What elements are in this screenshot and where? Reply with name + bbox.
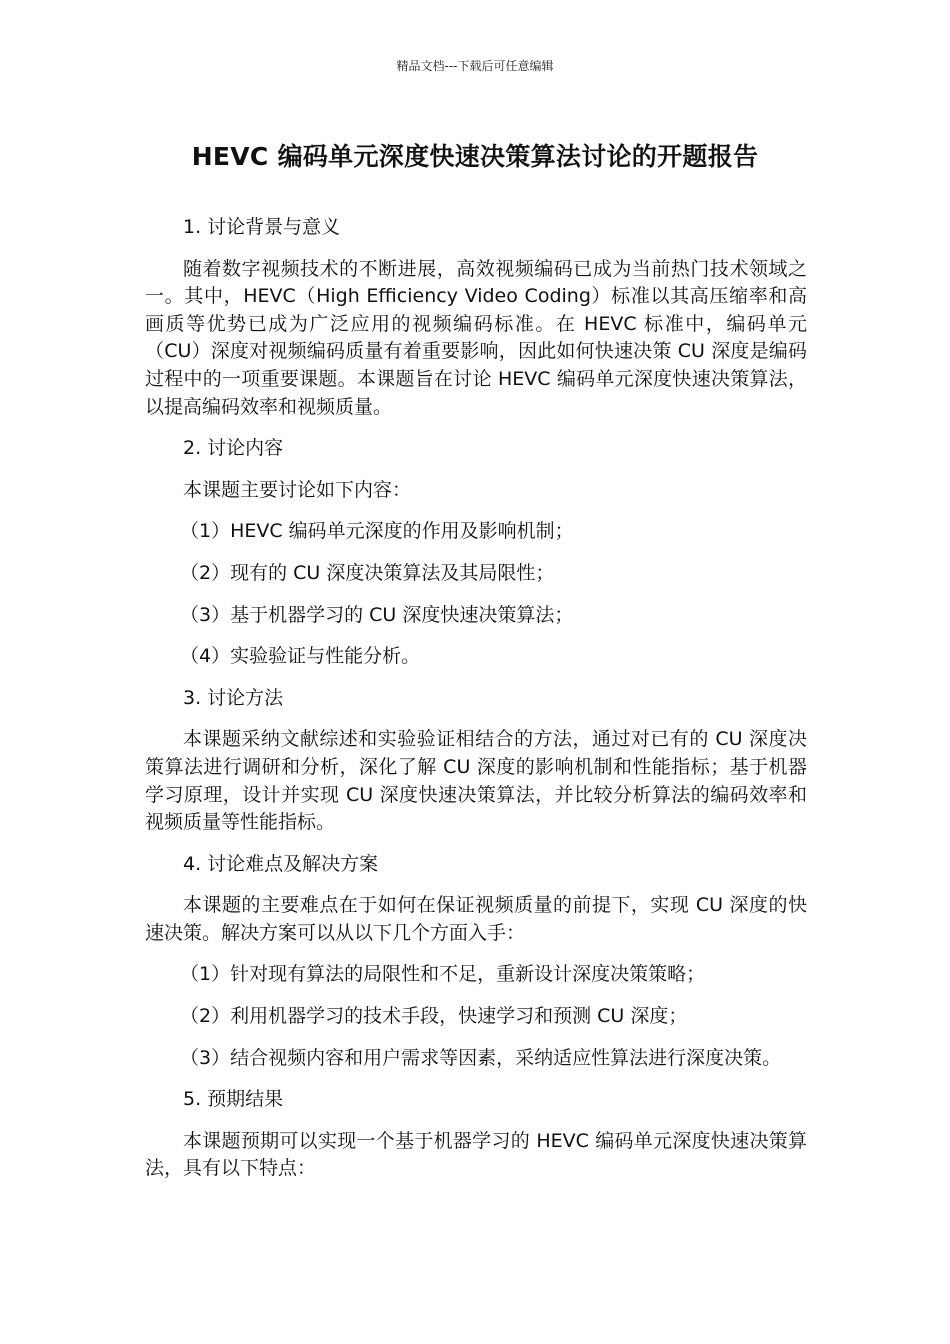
list-item: （2）利用机器学习的技术手段，快速学习和预测 CU 深度； <box>180 1005 688 1028</box>
list-item: （1）HEVC 编码单元深度的作用及影响机制； <box>180 520 574 543</box>
list-item: （4）实验验证与性能分析。 <box>180 645 421 668</box>
section-heading: 3. 讨论方法 <box>183 686 284 709</box>
document-title: HEVC 编码单元深度快速决策算法讨论的开题报告 <box>191 142 759 171</box>
paragraph: 本课题预期可以实现一个基于机器学习的 HEVC 编码单元深度快速决策算法，具有以下特点： <box>145 1129 807 1180</box>
list-item: （3）基于机器学习的 CU 深度快速决策算法； <box>180 603 574 626</box>
section-heading: 4. 讨论难点及解决方案 <box>183 852 379 875</box>
list-item: （1）针对现有算法的局限性和不足，重新设计深度决策策略； <box>180 963 706 986</box>
list-item: （2）现有的 CU 深度决策算法及其局限性； <box>180 561 555 584</box>
paragraph: 随着数字视频技术的不断进展，高效视频编码已成为当前热门技术领域之一。其中，HEVC（High Efficiency Video Coding）标准以其高压缩率和高画质等优势已成为广泛应用的视频编码标准。在 HEVC 标准中，编码单元（CU）深度对视频编码质量有着重要影响，因此如何快速决策 CU 深度是编码过程中的一项重要课题。本课题旨在讨论 HEVC 编码单元深度快速决策算法，以提高编码效率和视频质量。 <box>145 257 807 418</box>
page-header: 精品文档---下载后可任意编辑 <box>396 59 554 73</box>
paragraph: 本课题主要讨论如下内容： <box>183 478 412 501</box>
section-heading: 1. 讨论背景与意义 <box>183 216 341 238</box>
paragraph: 本课题采纳文献综述和实验验证相结合的方法，通过对已有的 CU 深度决策算法进行调研和分析，深化了解 CU 深度的影响机制和性能指标；基于机器学习原理，设计并实现 CU 深度快速决策算法，并比较分析算法的编码效率和视频质量等性能指标。 <box>145 728 807 834</box>
section-heading: 2. 讨论内容 <box>183 437 284 460</box>
paragraph: 本课题的主要难点在于如何在保证视频质量的前提下，实现 CU 深度的快速决策。解决方案可以从以下几个方面入手： <box>145 894 807 944</box>
section-heading: 5. 预期结果 <box>183 1088 284 1111</box>
document-body <box>145 214 807 1197</box>
list-item: （3）结合视频内容和用户需求等因素，采纳适应性算法进行深度决策。 <box>180 1046 782 1069</box>
